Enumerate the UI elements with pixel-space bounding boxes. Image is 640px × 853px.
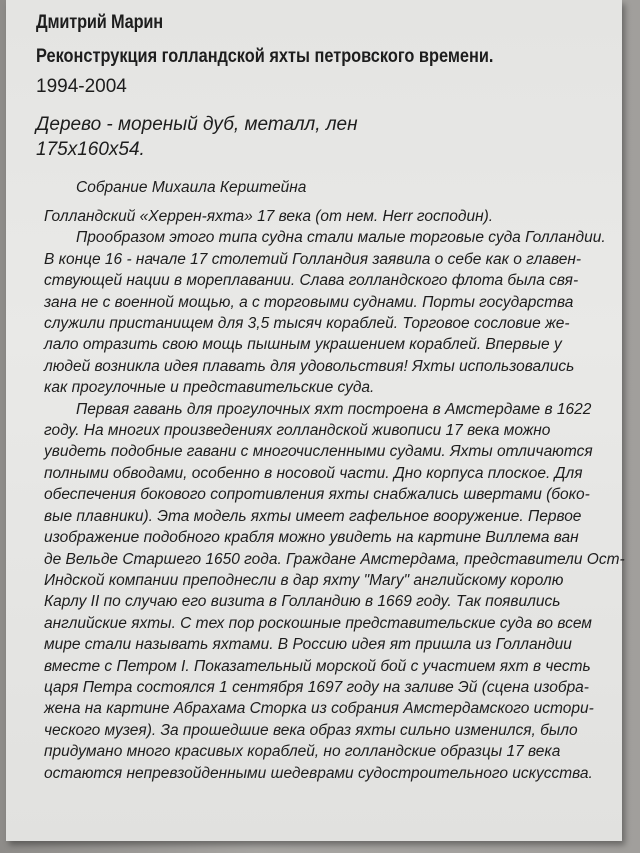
- artwork-title: Реконструкция голландской яхты петровского времени.: [36, 46, 494, 67]
- text-line: обеспечения бокового сопротивления яхты снабжались швертами (боко-: [44, 486, 590, 504]
- text-line: служили пристанищем для 3,5 тысяч кораблей. Торговое сословие же-: [44, 315, 570, 333]
- text-line: Первая гавань для прогулочных яхт построена в Амстердаме в 1622: [76, 400, 592, 418]
- text-line: лало отразить свою мощь пышным украшением кораблей. Впервые у: [44, 336, 562, 354]
- text-line: полными обводами, особенно в носовой части. Дно корпуса плоское. Для: [44, 464, 583, 482]
- text-line: мире стали называть яхтами. В Россию идея ят пришла из Голландии: [44, 636, 572, 654]
- text-line: вые плавники). Эта модель яхты имеет гафельное вооружение. Первое: [44, 507, 582, 525]
- text-line: зана не с военной мощью, а с торговыми суднами. Порты государства: [44, 293, 574, 311]
- text-line: Голландский «Херрен-яхта» 17 века (от нем. Herr господин).: [44, 208, 494, 225]
- text-line: английские яхты. С тех пор роскошные представительские суда во всем: [44, 614, 592, 632]
- text-line: ствующей нации в мореплавании. Слава голландского флота была свя-: [44, 272, 579, 290]
- text-line: увидеть подобные гавани с многочисленными судами. Яхты отличаются: [44, 443, 593, 461]
- text-line: изображение подобного крабля можно увидеть на картине Виллема ван: [44, 529, 579, 547]
- text-line: вместе с Петром I. Показательный морской бой с участием яхт в честь: [44, 657, 591, 675]
- description-text: [44, 206, 625, 784]
- artwork-material: Дерево - мореный дуб, металл, лен: [36, 114, 358, 135]
- artwork-dimensions: 175х160х54.: [36, 139, 145, 160]
- text-line: Индской компании преподнесли в дар яхту "Mary" английскому королю: [44, 571, 564, 589]
- text-line: ческого музея). За прошедшие века образ яхты сильно изменился, было: [44, 721, 578, 739]
- text-line: как прогулочные и представительские суда.: [44, 379, 375, 397]
- text-line: В конце 16 - начале 17 столетий Голландия заявила о себе как о главен-: [44, 250, 582, 268]
- text-line: придумано много красивых кораблей, но голландские образцы 17 века: [44, 743, 561, 761]
- text-line: году. На многих произведениях голландской живописи 17 века можно: [44, 422, 551, 440]
- text-line: царя Петра состоялся 1 сентября 1697 году на заливе Эй (сцена изобра-: [44, 678, 589, 696]
- museum-label-plaque: [6, 0, 625, 841]
- text-line: де Вельде Старшего 1650 года. Граждане Амстердама, представители Ост-: [44, 550, 625, 568]
- text-line: Карлу II по случаю его визита в Голландию в 1669 году. Так появились: [44, 593, 561, 611]
- text-line: людей возникла идея плавать для удовольствия! Яхты использовались: [44, 357, 575, 375]
- text-line: жена на картине Абрахама Сторка из собрания Амстердамского истори-: [44, 700, 594, 718]
- artwork-years: 1994-2004: [36, 76, 127, 97]
- author-name: Дмитрий Марин: [36, 12, 163, 33]
- text-line: Прообразом этого типа судна стали малые торговые суда Голландии.: [76, 229, 606, 247]
- collection-credit: Собрание Михаила Керштейна: [76, 179, 307, 196]
- text-line: остаются непревзойденными шедеврами судостроительного искусства.: [44, 764, 593, 782]
